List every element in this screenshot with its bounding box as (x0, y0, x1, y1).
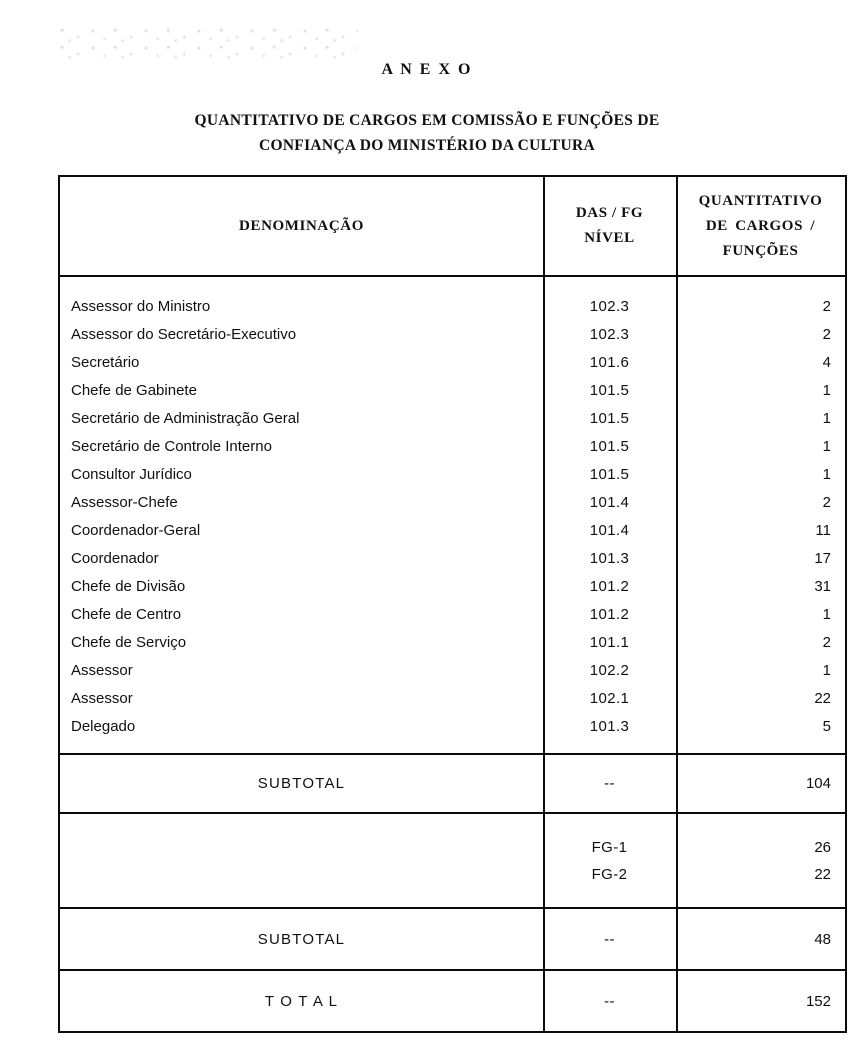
total-row (60, 971, 845, 1031)
table-row (60, 489, 845, 517)
subtotal2-label: SUBTOTAL (257, 930, 346, 948)
cell-denominacao: Assessor (71, 662, 133, 679)
table-row (60, 685, 845, 713)
total-label: T O T A L (264, 992, 339, 1010)
subtotal1-nivel: -- (604, 775, 615, 792)
page-subtitle-line2: CONFIANÇA DO MINISTÉRIO DA CULTURA (258, 137, 596, 154)
cell-nivel: 101.1 (589, 634, 630, 651)
table-row (60, 377, 845, 405)
cell-denominacao: Assessor do Ministro (71, 298, 211, 315)
cell-denominacao: Assessor do Secretário-Executivo (71, 326, 297, 343)
column-divider-2 (676, 177, 678, 1031)
cell-quantidade: 2 (822, 494, 831, 511)
table-body (60, 277, 845, 755)
cell-nivel: 101.4 (589, 494, 630, 511)
cell-nivel: 101.6 (589, 354, 630, 371)
page-subtitle (0, 108, 854, 158)
cell-nivel: 101.5 (589, 410, 630, 427)
cell-denominacao: Delegado (71, 718, 136, 735)
cell-quantidade: 11 (815, 522, 831, 539)
table-row (60, 405, 845, 433)
cell-nivel: 101.5 (589, 382, 630, 399)
cell-nivel: 101.3 (589, 550, 630, 567)
cell-denominacao: Secretário (71, 354, 140, 371)
table-row (60, 461, 845, 489)
subtotal-row-1 (60, 755, 845, 814)
subtotal1-quantidade: 104 (805, 775, 831, 792)
header-das-fg-nivel (543, 201, 676, 251)
cell-quantidade: 2 (822, 298, 831, 315)
table-row (60, 545, 845, 573)
subtotal-row-2 (60, 909, 845, 971)
table-header-row (60, 177, 845, 277)
cell-denominacao: Chefe de Gabinete (71, 382, 197, 399)
cell-nivel: 102.2 (589, 662, 630, 679)
fg-row (60, 861, 845, 888)
cell-nivel: 102.3 (589, 326, 630, 343)
cell-nivel: 101.2 (589, 606, 630, 623)
table-row (60, 573, 845, 601)
fg-denominacao-empty (60, 834, 543, 861)
table-row (60, 657, 845, 685)
header-quantitativo-line2: DE CARGOS / (705, 217, 816, 234)
cell-quantidade: 1 (822, 410, 831, 427)
cell-nivel: 101.4 (589, 522, 630, 539)
fg-denominacao-empty (60, 861, 543, 888)
page-subtitle-line1: QUANTITATIVO DE CARGOS EM COMISSÃO E FUNÇÕES DE (194, 112, 660, 129)
header-das-fg-line1: DAS / FG (575, 205, 644, 221)
cell-nivel: 101.2 (589, 578, 630, 595)
cell-quantidade: 1 (822, 466, 831, 483)
total-nivel: -- (604, 992, 615, 1010)
cargos-table (58, 175, 847, 1033)
header-denominacao: DENOMINAÇÃO (239, 217, 364, 234)
header-quantitativo-line1: QUANTITATIVO (698, 192, 823, 209)
cell-denominacao: Chefe de Serviço (71, 634, 187, 651)
cell-quantidade: 22 (814, 690, 831, 707)
cell-nivel: 101.3 (589, 718, 630, 735)
header-das-fg-line2: NÍVEL (584, 230, 635, 246)
cell-denominacao: Consultor Jurídico (71, 466, 192, 483)
cell-quantidade: 1 (822, 438, 831, 455)
fg2-nivel: FG-2 (591, 866, 628, 883)
fg-row (60, 834, 845, 861)
scan-smudge-artifact (58, 26, 358, 60)
table-row (60, 349, 845, 377)
table-row (60, 629, 845, 657)
table-row (60, 293, 845, 321)
table-row (60, 321, 845, 349)
total-quantidade: 152 (805, 992, 831, 1010)
fg1-nivel: FG-1 (591, 839, 628, 856)
cell-quantidade: 5 (822, 718, 831, 735)
column-divider-1 (543, 177, 545, 1031)
cell-denominacao: Coordenador (71, 550, 159, 567)
cell-denominacao: Secretário de Administração Geral (71, 410, 300, 427)
cell-quantidade: 2 (822, 634, 831, 651)
table-row (60, 713, 845, 741)
cell-nivel: 102.3 (589, 298, 630, 315)
cell-nivel: 102.1 (589, 690, 630, 707)
cell-quantidade: 17 (814, 550, 831, 567)
cell-nivel: 101.5 (589, 466, 630, 483)
header-quantitativo-line3: FUNÇÕES (722, 242, 799, 259)
table-row (60, 433, 845, 461)
table-row (60, 517, 845, 545)
cell-denominacao: Chefe de Divisão (71, 578, 186, 595)
cell-denominacao: Assessor-Chefe (71, 494, 178, 511)
fg-section (60, 814, 845, 909)
cell-quantidade: 1 (822, 606, 831, 623)
table-row (60, 601, 845, 629)
cell-quantidade: 1 (822, 662, 831, 679)
cell-denominacao: Assessor (71, 690, 133, 707)
cell-quantidade: 1 (822, 382, 831, 399)
cell-denominacao: Chefe de Centro (71, 606, 182, 623)
subtotal2-nivel: -- (604, 930, 615, 948)
header-quantitativo (676, 189, 845, 264)
subtotal2-quantidade: 48 (814, 930, 831, 948)
cell-quantidade: 4 (822, 354, 831, 371)
subtotal1-label: SUBTOTAL (257, 775, 346, 792)
cell-quantidade: 31 (814, 578, 831, 595)
cell-denominacao: Secretário de Controle Interno (71, 438, 272, 455)
fg1-quantidade: 26 (814, 839, 831, 856)
cell-nivel: 101.5 (589, 438, 630, 455)
fg2-quantidade: 22 (814, 866, 831, 883)
page-title: A N E X O (381, 61, 473, 78)
cell-quantidade: 2 (822, 326, 831, 343)
cell-denominacao: Coordenador-Geral (71, 522, 201, 539)
